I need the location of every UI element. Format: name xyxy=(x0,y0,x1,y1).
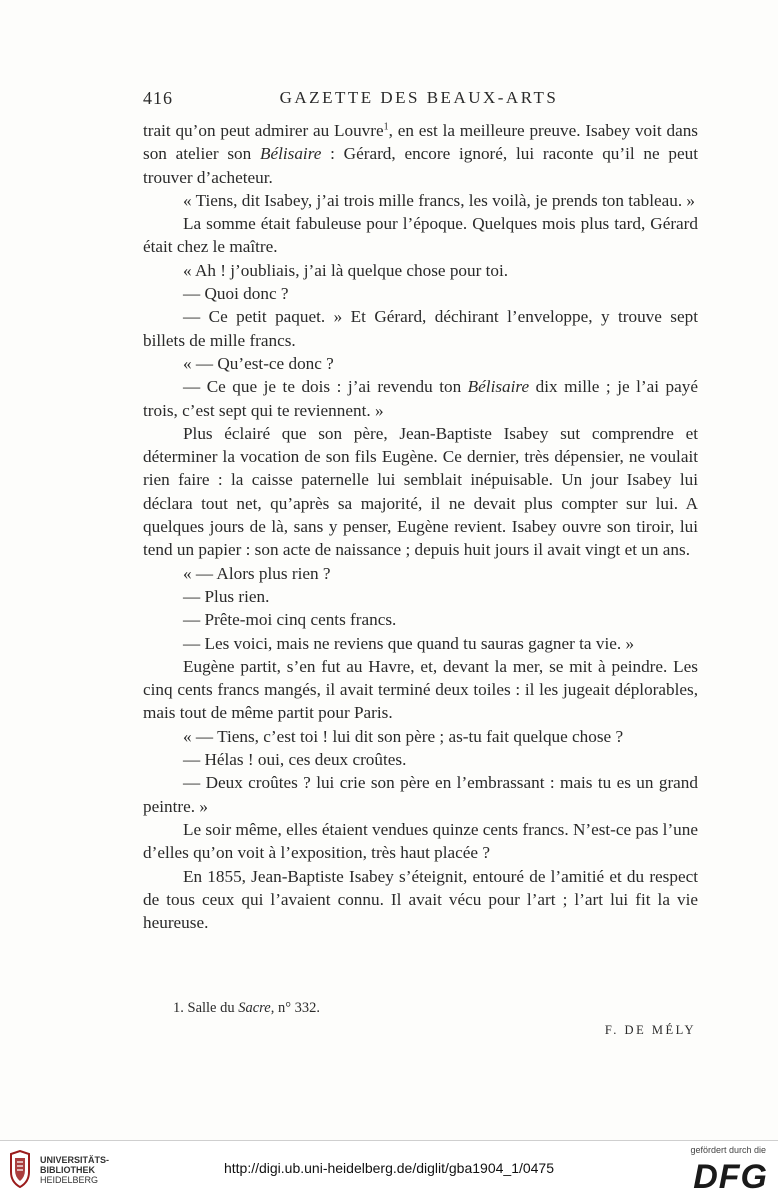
page-number: 416 xyxy=(143,88,173,108)
paragraph: « — Alors plus rien ? xyxy=(183,563,331,583)
paragraph: « Tiens, dit Isabey, j’ai trois mille francs, les voilà, je prends ton tableau. » xyxy=(183,190,696,210)
paragraph: Plus éclairé que son père, Jean-Baptiste Isabey sut comprendre et déterminer la vocation de son fils Eugène. Ce dernier, très dépensier, ne voulait rien faire : la caisse paternelle lui semblait inépuisable. Un jour Isabey lui déclara tout net, qu’après sa majorité, il ne devait plus compter sur lui. A quelques jours de là, sans y penser, Eugène revient. Isabey ouvre son tiroir, lui tend un papier : son acte de naissance ; depuis huit jours il avait vingt et un ans. xyxy=(143,423,698,560)
paragraph: Le soir même, elles étaient vendues quinze cents francs. N’est-ce pas l’une d’elles qu’on voit à l’exposition, très haut placée ? xyxy=(143,819,698,863)
paragraph: — Prête-moi cinq cents francs. xyxy=(183,610,397,630)
paragraph: En 1855, Jean-Baptiste Isabey s’éteignit, entouré de l’amitié et du respect de tous ceux qui l’avaient connu. Il avait vécu pour l’art ; l’art lui fit la vie heureuse. xyxy=(143,866,698,933)
italic-title: Bélisaire xyxy=(259,144,322,164)
paragraph: — Ce petit paquet. » Et Gérard, déchirant l’enveloppe, y trouve sept billets de mille francs. xyxy=(143,307,698,350)
paragraph: — Les voici, mais ne reviens que quand tu sauras gagner ta vie. » xyxy=(183,633,635,653)
paragraph: — Deux croûtes ? lui crie son père en l’embrassant : mais tu es un grand peintre. » xyxy=(143,773,698,816)
paragraph: « — Qu’est-ce donc ? xyxy=(183,353,334,373)
footnote: 1. Salle du Sacre, n° 332. xyxy=(173,1000,321,1016)
sponsor-text: gefördert durch die xyxy=(690,1145,766,1155)
author-signature: F. DE MÉLY xyxy=(604,1023,696,1037)
running-head: GAZETTE DES BEAUX-ARTS xyxy=(279,88,559,107)
paragraph: « — Tiens, c’est toi ! lui dit son père ; as-tu fait quelque chose ? xyxy=(183,726,624,746)
institution-name: UNIVERSITÄTS- BIBLIOTHEK HEIDELBERG xyxy=(40,1155,110,1185)
body-text xyxy=(143,119,698,934)
footnote-marker: 1 xyxy=(383,121,389,133)
paragraph: « Ah ! j’oubliais, j’ai là quelque chose pour toi. xyxy=(183,260,509,280)
paragraph: — Plus rien. xyxy=(183,586,270,606)
dfg-logo: DFG xyxy=(693,1158,768,1196)
paragraph: trait qu’on peut admirer au Louvre$^1$, en est la meilleure preuve. Isabey voit dans son atelier son Bélisaire : Gérard, encore ignoré, lui raconte qu’il ne peut trouver d’acheteur. xyxy=(143,121,698,187)
paragraph: — Quoi donc ? xyxy=(183,284,289,304)
italic-title: Bélisaire xyxy=(467,377,530,397)
paragraph: Eugène partit, s’en fut au Havre, et, devant la mer, se mit à peindre. Les cinq cents francs mangés, il avait terminé deux toiles : il les jugeait déplorables, mais tout de même partit pour Paris. xyxy=(143,656,698,723)
paragraph: La somme était fabuleuse pour l’époque. Quelques mois plus tard, Gérard était chez le maître. xyxy=(143,214,698,257)
paragraph: — Ce que je te dois : j’ai revendu ton Bélisaire dix mille ; je l’ai payé trois, c’est sept qui te reviennent. » xyxy=(143,377,698,420)
footer-url[interactable]: http://digi.ub.uni-heidelberg.de/diglit/gba1904_1/0475 xyxy=(223,1160,555,1176)
paragraph: — Hélas ! oui, ces deux croûtes. xyxy=(183,750,407,770)
